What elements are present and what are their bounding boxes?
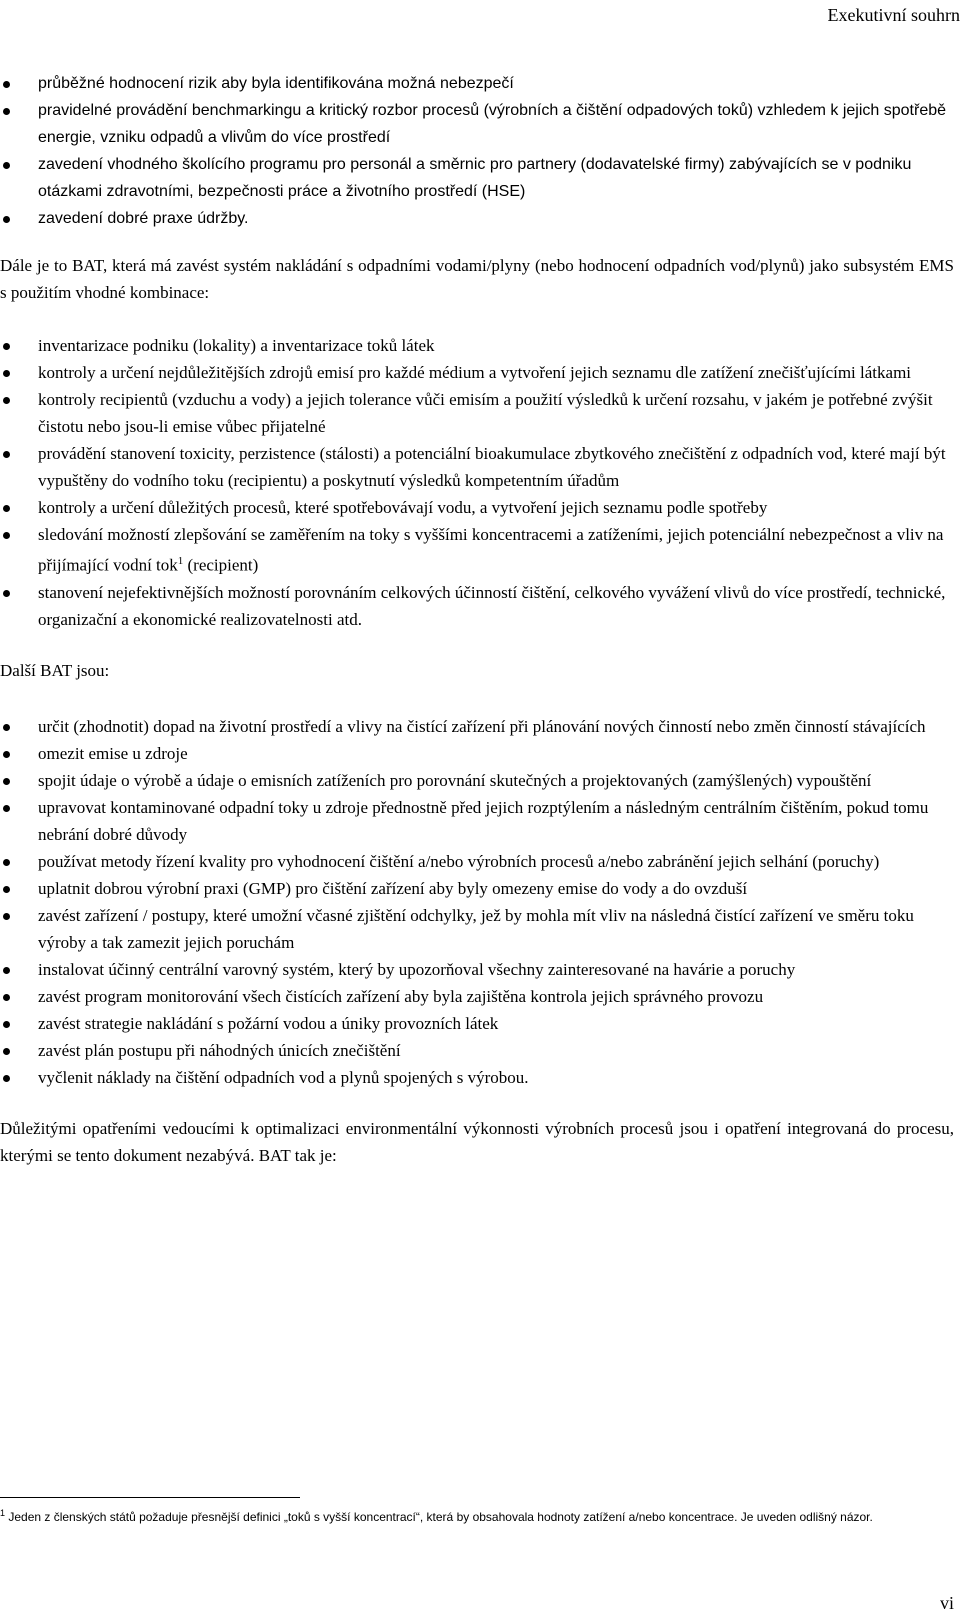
bullet-icon (3, 505, 10, 512)
bullet-icon (3, 778, 10, 785)
bullet-icon (3, 805, 10, 812)
footnote-number: 1 (0, 1508, 6, 1518)
bullet-icon (3, 590, 10, 597)
list-item: omezit emise u zdroje (0, 740, 960, 767)
bullet-icon (3, 451, 10, 458)
bullet-icon (3, 397, 10, 404)
bullet-list-further-bat (0, 713, 960, 1091)
list-item: zavedení dobré praxe údržby. (0, 205, 960, 232)
list-item: upravovat kontaminované odpadní toky u zdroje přednostně před jejich rozptýlením a následným centrálním čištěním, pokud tomu nebrání dobré důvody (0, 794, 960, 848)
list-item: zavést strategie nakládání s požární vodou a úniky provozních látek (0, 1010, 960, 1037)
list-item: zavést program monitorování všech čistících zařízení aby byla zajištěna kontrola jejich správného provozu (0, 983, 960, 1010)
list-item: průběžné hodnocení rizik aby byla identifikována možná nebezpečí (0, 70, 960, 97)
page-number: vi (939, 1593, 954, 1613)
bullet-icon (3, 532, 10, 539)
list-item: zavedení vhodného školícího programu pro personál a směrnic pro partnery (dodavatelské firmy) zabývajících se v podniku otázkami zdravotními, bezpečnosti práce a životního prostředí (HSE) (0, 151, 960, 205)
list-item: vyčlenit náklady na čištění odpadních vod a plynů spojených s výrobou. (0, 1064, 960, 1091)
bullet-icon (3, 343, 10, 350)
list-item: instalovat účinný centrální varovný systém, který by upozorňoval všechny zainteresované na havárie a poruchy (0, 956, 960, 983)
bullet-icon (3, 724, 10, 731)
bullet-icon (3, 994, 10, 1001)
bullet-icon (3, 751, 10, 758)
bullet-icon (3, 913, 10, 920)
bullet-icon (3, 81, 10, 88)
list-item: sledování možností zlepšování se zaměřením na toky s vyššími koncentracemi a zatíženími, jejich potenciální nebezpečnost a vliv na přijímající vodní tok$^1$ (recipient) (0, 521, 960, 579)
bullet-icon (3, 216, 10, 223)
footnote (0, 1508, 955, 1526)
list-item: stanovení nejefektivnějších možností porovnáním celkových účinností čištění, celkového vyvážení vlivů do více prostředí, technické, organizační a ekonomické realizovatelnosti atd. (0, 579, 960, 633)
list-item: inventarizace podniku (lokality) a inventarizace toků látek (0, 332, 960, 359)
paragraph-ems-intro: Dále je to BAT, která má zavést systém nakládání s odpadními vodami/plyny (nebo hodnocení odpadních vod/plynů) jako subsystém EMS s použitím vhodné kombinace: (0, 256, 954, 302)
bullet-icon (3, 1075, 10, 1082)
bullet-list-ems-combination (0, 332, 960, 633)
list-item: kontroly recipientů (vzduchu a vody) a jejich tolerance vůči emisím a použití výsledků k určení rozsahu, v jakém je potřebné zvýšit čistotu nebo jsou-li emise vůbec přijatelné (0, 386, 960, 440)
bullet-icon (3, 108, 10, 115)
running-header: Exekutivní souhrn (827, 5, 960, 25)
list-item: kontroly a určení důležitých procesů, které spotřebovávají vodu, a vytvoření jejich seznamu podle spotřeby (0, 494, 960, 521)
list-item: provádění stanovení toxicity, perzistence (stálosti) a potenciální bioakumulace zbytkového znečištění z odpadních vod, které mají být vypuštěny do vodního toku (recipientu) a poskytnutí výsledků kompetentním úřadům (0, 440, 960, 494)
list-item: spojit údaje o výrobě a údaje o emisních zatíženích pro porovnání skutečných a projektovaných (zamýšlených) vypouštění (0, 767, 960, 794)
list-item: kontroly a určení nejdůležitějších zdrojů emisí pro každé médium a vytvoření jejich seznamu dle zatížení znečišťujícími látkami (0, 359, 960, 386)
bullet-icon (3, 162, 10, 169)
list-item: zavést zařízení / postupy, které umožní včasné zjištění odchylky, jež by mohla mít vliv na následná čistící zařízení ve směru toku výroby a tak zamezit jejich poruchám (0, 902, 960, 956)
list-item: uplatnit dobrou výrobní praxi (GMP) pro čištění zařízení aby byly omezeny emise do vody a do ovzduší (0, 875, 960, 902)
footnote-reference[interactable]: 1 (177, 555, 184, 567)
list-item: používat metody řízení kvality pro vyhodnocení čištění a/nebo výrobních procesů a/nebo zabránění jejich selhání (poruchy) (0, 848, 960, 875)
bullet-icon (3, 967, 10, 974)
bullet-icon (3, 1048, 10, 1055)
list-item: zavést plán postupu při náhodných únicích znečištění (0, 1037, 960, 1064)
footnote-divider (0, 1497, 300, 1498)
bullet-list-risk-practices (0, 70, 960, 232)
list-item: pravidelné provádění benchmarkingu a kritický rozbor procesů (výrobních a čištění odpadových toků) vzhledem k jejich spotřebě energie, vzniku odpadů a vlivům do více prostředí (0, 97, 960, 151)
bullet-icon (3, 859, 10, 866)
footnote-text: Jeden z členských států požaduje přesnější definici „toků s vyšší koncentrací“, která by obsahovala hodnoty zatížení a/nebo koncentrace. Je uveden odlišný názor. (5, 1510, 873, 1524)
paragraph-further-bat: Další BAT jsou: (0, 660, 110, 680)
list-item: určit (zhodnotit) dopad na životní prostředí a vlivy na čistící zařízení při plánování nových činností nebo změn činností stávajících (0, 713, 960, 740)
bullet-icon (3, 370, 10, 377)
bullet-icon (3, 886, 10, 893)
document-body (0, 70, 960, 1169)
paragraph-integrated-measures: Důležitými opatřeními vedoucími k optimalizaci environmentální výkonnosti výrobních procesů jsou i opatření integrovaná do procesu, kterými se tento dokument nezabývá. BAT tak je: (0, 1118, 954, 1165)
bullet-icon (3, 1021, 10, 1028)
